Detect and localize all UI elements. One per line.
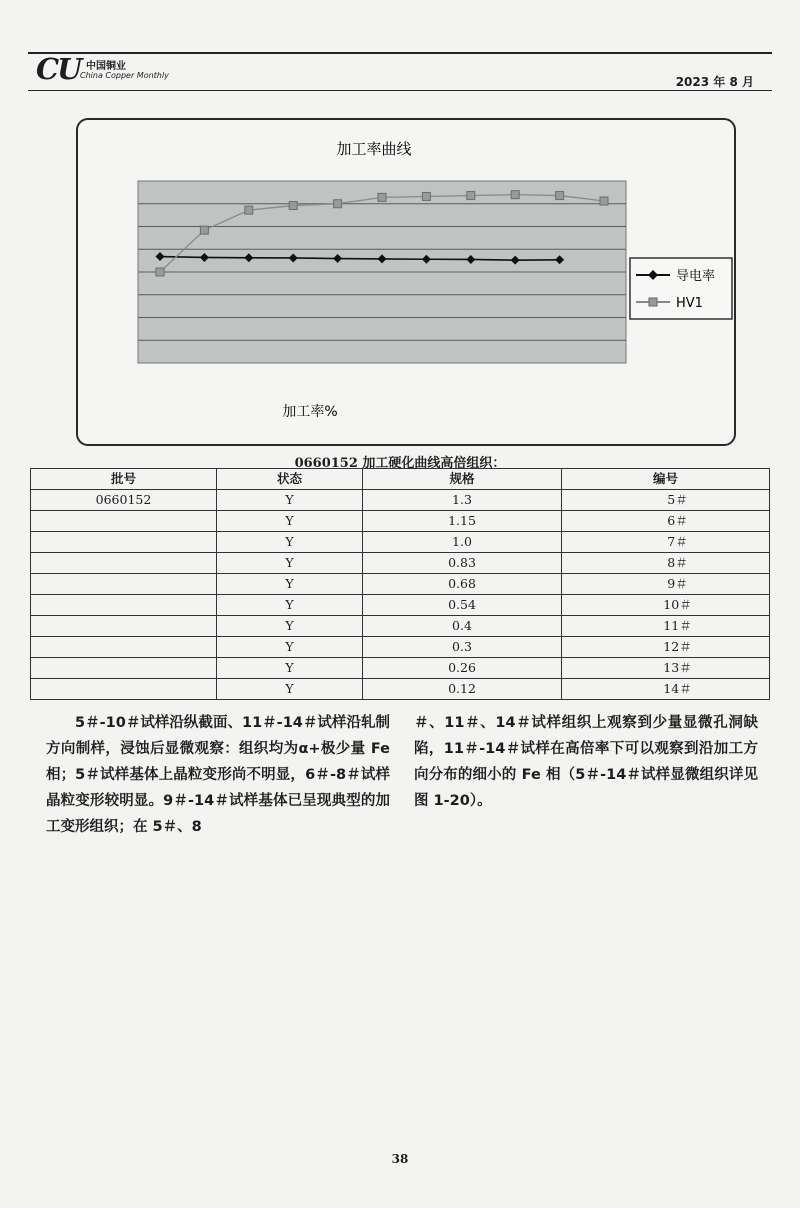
cell-batch	[31, 658, 217, 679]
table-row	[31, 532, 770, 553]
legend-label-hv1: HV1	[676, 296, 703, 311]
legend-marker-hv1	[649, 298, 657, 306]
cell-spec: 0.68	[363, 574, 562, 595]
cell-number: 5＃	[562, 490, 770, 511]
cell-spec: 0.3	[363, 637, 562, 658]
table-body	[31, 490, 770, 700]
cell-batch	[31, 616, 217, 637]
cell-spec: 1.0	[363, 532, 562, 553]
cell-state: Y	[217, 679, 363, 700]
table-row	[31, 595, 770, 616]
cell-batch	[31, 532, 217, 553]
cell-batch	[31, 679, 217, 700]
cell-number: 10＃	[562, 595, 770, 616]
cell-state: Y	[217, 532, 363, 553]
cell-state: Y	[217, 616, 363, 637]
cell-spec: 1.15	[363, 511, 562, 532]
cell-number: 14＃	[562, 679, 770, 700]
cell-spec: 0.83	[363, 553, 562, 574]
data-point-hv1	[245, 206, 253, 214]
cell-state: Y	[217, 553, 363, 574]
table-row	[31, 679, 770, 700]
cell-spec: 0.26	[363, 658, 562, 679]
table-row	[31, 490, 770, 511]
cell-number: 8＃	[562, 553, 770, 574]
cell-state: Y	[217, 511, 363, 532]
table-row	[31, 616, 770, 637]
cell-number: 12＃	[562, 637, 770, 658]
line-chart	[78, 120, 738, 448]
cell-batch	[31, 511, 217, 532]
cell-state: Y	[217, 595, 363, 616]
cell-batch	[31, 595, 217, 616]
x-axis-label: 加工率%	[282, 404, 338, 420]
table-caption: 0660152 加工硬化曲线高倍组织：	[294, 456, 506, 471]
cell-spec: 0.4	[363, 616, 562, 637]
data-point-hv1	[422, 192, 430, 200]
logo-mark: CU	[36, 52, 81, 86]
issue-date: 2023 年 8 月	[675, 75, 754, 89]
cell-state: Y	[217, 574, 363, 595]
cell-spec: 0.12	[363, 679, 562, 700]
data-point-hv1	[511, 191, 519, 199]
header-rule-top	[28, 52, 772, 54]
cell-number: 7＃	[562, 532, 770, 553]
cell-batch	[31, 637, 217, 658]
data-point-hv1	[334, 200, 342, 208]
data-point-hv1	[378, 193, 386, 201]
table-row	[31, 574, 770, 595]
header-number: 编号	[562, 469, 770, 490]
data-point-hv1	[289, 202, 297, 210]
cell-spec: 1.3	[363, 490, 562, 511]
legend	[630, 258, 732, 319]
chart-title: 加工率曲线	[336, 140, 412, 158]
chart-frame	[76, 118, 736, 446]
legend-label-conductivity: 导电率	[676, 269, 716, 284]
sample-spec-table	[30, 468, 770, 700]
body-paragraph-left: 5＃-10＃试样沿纵截面、11＃-14＃试样沿轧制方向制样，浸蚀后显微观察：组织均为α+极少量 Fe 相；5＃试样基体上晶粒变形尚不明显，6＃-8＃试样晶粒变形较明显。9＃-14＃试样基体已呈现典型的加工变形组织；在 5＃、8	[46, 715, 390, 835]
cell-batch	[31, 574, 217, 595]
page-number: 38	[391, 1152, 409, 1166]
cell-batch	[31, 553, 217, 574]
data-point-hv1	[200, 226, 208, 234]
table-row	[31, 637, 770, 658]
table-row	[31, 658, 770, 679]
cell-number: 6＃	[562, 511, 770, 532]
table-header-row	[31, 469, 770, 490]
data-point-hv1	[156, 268, 164, 276]
header-state: 状态	[217, 469, 363, 490]
data-point-hv1	[556, 192, 564, 200]
journal-logo	[36, 52, 186, 86]
cell-spec: 0.54	[363, 595, 562, 616]
logo-english-name: China Copper Monthly	[80, 71, 169, 80]
cell-number: 13＃	[562, 658, 770, 679]
data-point-hv1	[600, 197, 608, 205]
cell-state: Y	[217, 658, 363, 679]
logo-chinese-name: 中国铜业	[86, 61, 126, 72]
cell-batch: 0660152	[31, 490, 217, 511]
data-point-hv1	[467, 192, 475, 200]
header-rule-bottom	[28, 90, 772, 91]
cell-number: 11＃	[562, 616, 770, 637]
header-batch: 批号	[31, 469, 217, 490]
table-row	[31, 553, 770, 574]
cell-number: 9＃	[562, 574, 770, 595]
cell-state: Y	[217, 637, 363, 658]
header-spec: 规格	[363, 469, 562, 490]
body-paragraph-right: ＃、11＃、14＃试样组织上观察到少量显微孔洞缺陷，11＃-14＃试样在高倍率下可以观察到沿加工方向分布的细小的 Fe 相（5＃-14＃试样显微组织详见图 1-20）。	[414, 715, 758, 809]
table-row	[31, 511, 770, 532]
cell-state: Y	[217, 490, 363, 511]
